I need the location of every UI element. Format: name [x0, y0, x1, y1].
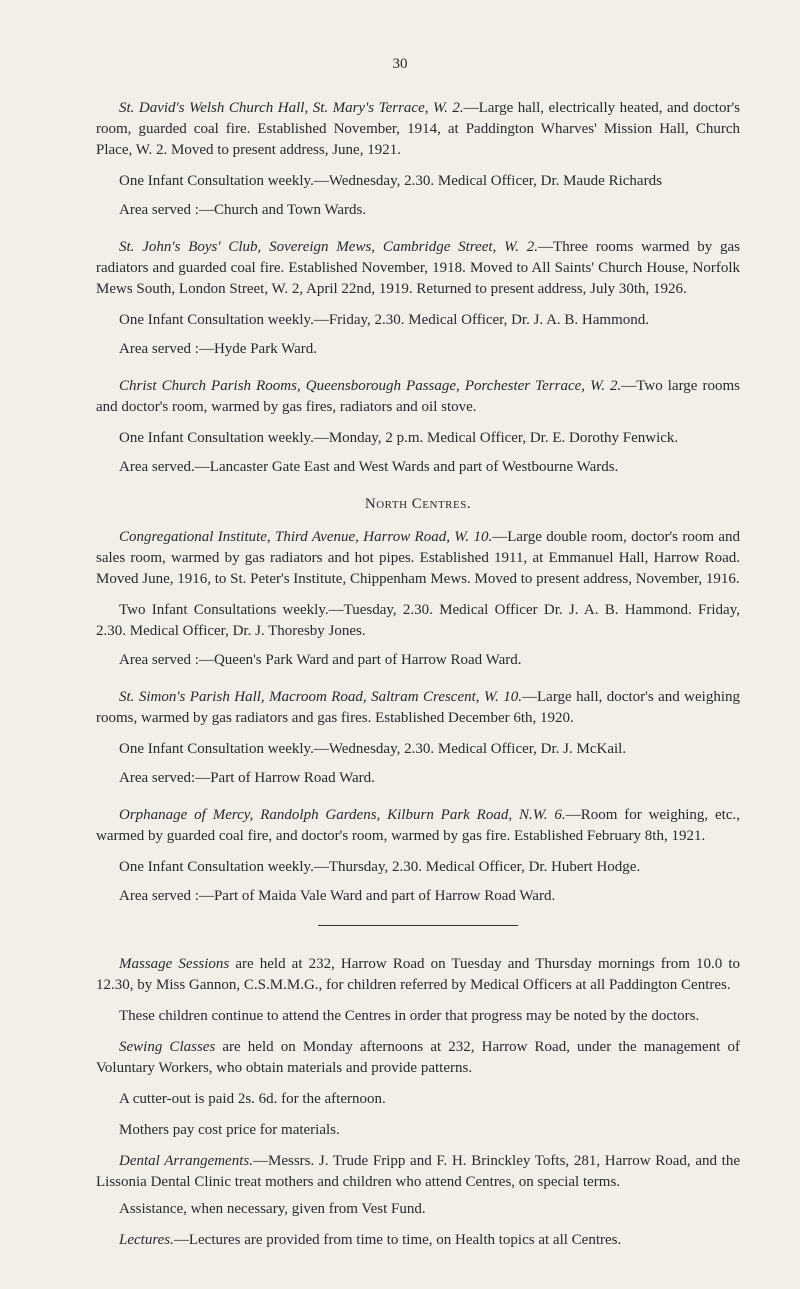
area-served: Area served :—Church and Town Wards.: [119, 202, 367, 218]
centre-entry-christ-church: [96, 376, 740, 418]
area-served: Area served.—Lancaster Gate East and West Wards and part of Westbourne Wards.: [119, 459, 619, 475]
area-served: Area served :—Hyde Park Ward.: [119, 341, 318, 357]
note-assistance: Assistance, when necessary, given from Vest Fund.: [119, 1201, 426, 1217]
centre-description: —Three rooms warmed by gas radiators and guarded coal fire. Established November, 1918. Moved to All Saints' Church House, Norfolk Mews South, London Street, W. 2, April 22nd, 1919. Returned to present address, July 30th, 1926.: [96, 239, 741, 297]
consultation-info: One Infant Consultation weekly.—Wednesday, 2.30. Medical Officer, Dr. J. McKail.: [119, 741, 627, 757]
note-title: Massage Sessions: [119, 956, 230, 972]
centre-description: —Large double room, doctor's room and sales room, warmed by gas radiators and hot pipes. Established 1911, at Emmanuel Hall, Harrow Road. Moved June, 1916, to St. Peter's Institute, Chippenham Mews. Moved to present address, November, 1916.: [96, 529, 741, 587]
note-materials: Mothers pay cost price for materials.: [119, 1122, 340, 1138]
centre-entry-st-simons: [96, 687, 740, 729]
centre-entry-orphanage-of-mercy: [96, 805, 740, 847]
consultation-info: One Infant Consultation weekly.—Wednesday, 2.30. Medical Officer, Dr. Maude Richards: [119, 173, 662, 189]
centre-title: Orphanage of Mercy, Randolph Gardens, Kilburn Park Road, N.W. 6.: [119, 807, 566, 823]
consultation-info: One Infant Consultation weekly.—Friday, 2.30. Medical Officer, Dr. J. A. B. Hammond.: [119, 312, 650, 328]
centre-title: Congregational Institute, Third Avenue, Harrow Road, W. 10.: [119, 529, 493, 545]
section-divider: [318, 925, 518, 926]
document-body: [96, 98, 740, 1261]
page-number: 30: [392, 56, 408, 72]
note-body: are held on Monday afternoons at 232, Harrow Road, under the management of Voluntary Workers, who obtain materials and provide patterns.: [96, 1039, 740, 1076]
note-title: Dental Arrangements.: [119, 1153, 253, 1169]
centre-title: Christ Church Parish Rooms, Queensborough Passage, Porchester Terrace, W. 2.: [119, 378, 622, 394]
note-progress: These children continue to attend the Centres in order that progress may be noted by the doctors.: [119, 1008, 700, 1024]
centre-title: St. David's Welsh Church Hall, St. Mary's Terrace, W. 2.: [119, 100, 464, 116]
note-sewing-classes: [96, 1037, 740, 1079]
centre-description: —Large hall, electrically heated, and doctor's room, guarded coal fire. Established November, 1914, at Paddington Wharves' Mission Hall, Church Place, W. 2. Moved to present address, June, 1921.: [96, 100, 740, 158]
note-body: are held at 232, Harrow Road on Tuesday and Thursday mornings from 10.0 to 12.30, by Miss Gannon, C.S.M.M.G., for children referred by Medical Officers at all Paddington Centres.: [96, 956, 740, 993]
consultation-info: Two Infant Consultations weekly.—Tuesday, 2.30. Medical Officer Dr. J. A. B. Hammond. Friday, 2.30. Medical Officer, Dr. J. Thoresby Jones.: [96, 602, 740, 639]
centre-description: —Room for weighing, etc., warmed by guarded coal fire, and doctor's room, warmed by gas fire. Established February 8th, 1921.: [96, 807, 740, 844]
centre-description: —Two large rooms and doctor's room, warmed by gas fires, radiators and oil stove.: [96, 378, 741, 415]
centre-description: —Large hall, doctor's and weighing rooms, warmed by gas radiators and gas fires. Established December 6th, 1920.: [96, 689, 740, 726]
centre-entry-st-davids: [96, 98, 740, 161]
note-body: —Lectures are provided from time to time, on Health topics at all Centres.: [173, 1232, 622, 1248]
centre-title: St. John's Boys' Club, Sovereign Mews, Cambridge Street, W. 2.: [119, 239, 539, 255]
note-title: Sewing Classes: [119, 1039, 216, 1055]
area-served: Area served :—Part of Maida Vale Ward and part of Harrow Road Ward.: [119, 888, 556, 904]
area-served: Area served:—Part of Harrow Road Ward.: [119, 770, 375, 786]
consultation-info: One Infant Consultation weekly.—Thursday, 2.30. Medical Officer, Dr. Hubert Hodge.: [119, 859, 641, 875]
note-massage-sessions: [96, 954, 740, 996]
note-cutter-out: A cutter-out is paid 2s. 6d. for the afternoon.: [119, 1091, 386, 1107]
consultation-info: One Infant Consultation weekly.—Monday, 2 p.m. Medical Officer, Dr. E. Dorothy Fenwick.: [119, 430, 679, 446]
note-dental-arrangements: [96, 1151, 740, 1193]
centre-entry-congregational-institute: [96, 527, 740, 590]
note-body: —Messrs. J. Trude Fripp and F. H. Brinckley Tofts, 281, Harrow Road, and the Lissonia Dental Clinic treat mothers and children who attend Centres, on special terms.: [96, 1153, 741, 1190]
note-title: Lectures.: [119, 1232, 174, 1248]
centre-title: St. Simon's Parish Hall, Macroom Road, Saltram Crescent, W. 10.: [119, 689, 523, 705]
area-served: Area served :—Queen's Park Ward and part of Harrow Road Ward.: [119, 652, 522, 668]
centre-entry-st-johns: [96, 237, 740, 300]
section-heading-north-centres: North Centres.: [364, 496, 472, 512]
note-lectures: [96, 1230, 740, 1251]
